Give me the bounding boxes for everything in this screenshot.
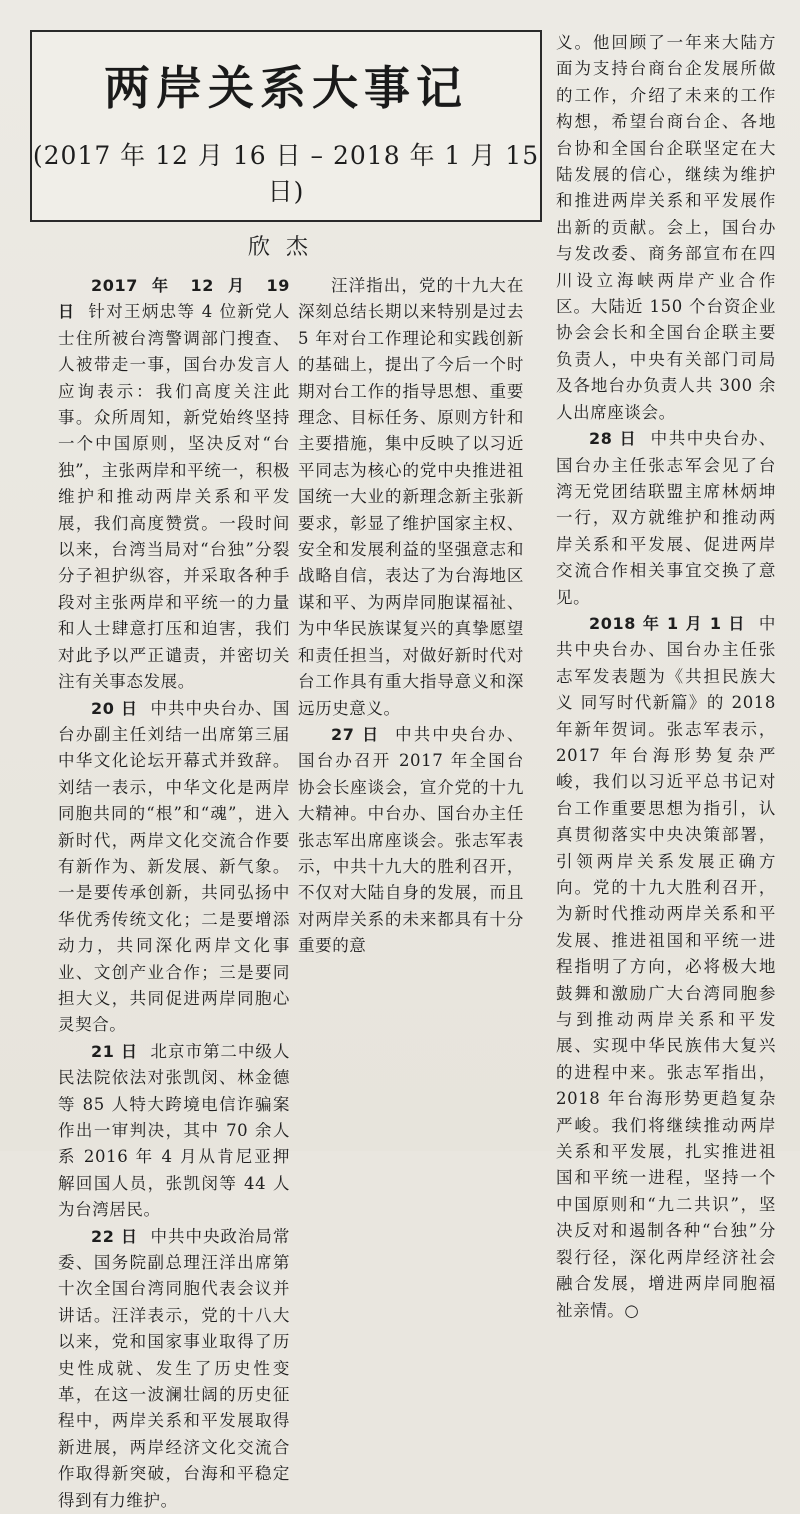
entry-date: 2017 年 12 月 19 日: [58, 276, 290, 322]
entry-text: 中共中央政治局常委、国务院副总理汪洋出席第十次全国台湾同胞代表会议并讲话。汪洋表示，党的十八大以来，党和国家事业取得了历史性成就、发生了历史性变革，在这一波澜壮阔的历史征程中，两岸关系和平发展取得新进展，两岸经济文化交流合作取得新突破，台海和平稳定得到有力维护。: [58, 1226, 290, 1510]
page-title: 两岸关系大事记: [104, 61, 468, 115]
entry-text: 针对王炳忠等 4 位新党人士住所被台湾警调部门搜查、人被带走一事，国台办发言人应询表示：我们高度关注此事。众所周知，新党始终坚持一个中国原则，坚决反对“台独”，主张两岸和平统一，积极维护和推动两岸关系和平发展，我们高度赞赏。一段时间以来，台湾当局对“台独”分裂分子袒护纵容，并采取各种手段对主张两岸和平统一的力量和人士肆意打压和迫害，我们对此予以严正谴责，并密切关注有关事态发展。: [58, 302, 290, 692]
entry-text: 义。他回顾了一年来大陆方面为支持台商台企发展所做的工作，介绍了未来的工作构想，希望台商台企、各地台协和全国台企联坚定在大陆发展的信心，继续为维护和推进两岸关系和平发展作出新的贡献。会上，国台办与发改委、商务部宣布在四川设立海峡两岸产业合作区。大陆近 150 个台资企业协会会长和全国台企联主要负责人，中央有关部门司局及各地台办负责人共 300 余人出席座谈会。: [556, 33, 776, 422]
column-1: [58, 273, 290, 1514]
entry-22-paragraph-2: [298, 273, 524, 722]
column-3: [556, 30, 776, 1324]
entry-2017-12-19: [58, 273, 290, 696]
date-range: (2017 年 12 月 16 日 – 2018 年 1 月 15 日): [32, 141, 540, 206]
entry-text: 中共中央台办、国台办召开 2017 年全国台协会长座谈会，宣介党的十九大精神。中台办、国台办主任张志军出席座谈会。张志军表示，中共十九大的胜利召开，不仅对大陆自身的发展，而且对两岸关系的未来都具有十分重要的意: [298, 724, 524, 956]
entry-21: [58, 1039, 290, 1224]
entry-20: [58, 696, 290, 1039]
author: 欣杰: [247, 235, 324, 260]
entry-date: 21 日: [91, 1041, 139, 1061]
entry-date: 2018 年 1 月 1 日: [589, 613, 746, 633]
entry-27-continued: [556, 30, 776, 426]
entry-text: 汪洋指出，党的十九大在深刻总结长期以来特别是过去 5 年对台工作理论和实践创新的基础上，提出了今后一个时期对台工作的指导思想、重要理念、目标任务、原则方针和主要措施，集中反映了以习近平同志为核心的党中央推进祖国统一大业的新理念新主张新要求，彰显了维护国家主权、安全和发展利益的坚强意志和战略自信，表达了为台海地区谋和平、为两岸同胞谋福祉、为中华民族谋复兴的真挚愿望和责任担当，对做好新时代对台工作具有重大指导意义和深远历史意义。: [298, 276, 524, 718]
entry-text: 北京市第二中级人民法院依法对张凯闵、林金德等 85 人特大跨境电信诈骗案作出一审判决，其中 70 余人系 2016 年 4 月从肯尼亚押解回国人员，张凯闵等 44 人为台湾居民。: [58, 1041, 290, 1220]
title-box: [30, 30, 542, 260]
entry-text: 中共中央台办、国台办主任张志军发表题为《共担民族大义 同写时代新篇》的 2018 年新年贺词。张志军表示，2017 年台海形势复杂严峻，我们以习近平总书记对台工作重要思想为指引，认真贯彻落实中央决策部署，引领两岸关系发展正确方向。党的十九大胜利召开，为新时代推动两岸关系和平发展、推进祖国和平统一进程指明了方向，必将极大地鼓舞和激励广大台湾同胞参与到推动两岸关系和平发展、实现中华民族伟大复兴的进程中来。张志军指出，2018 年台海形势更趋复杂严峻。我们将继续推动两岸关系和平发展，扎实推进祖国和平统一进程，坚持一个中国原则和“九二共识”，坚决反对和遏制各种“台独”分裂行径，深化两岸经济社会融合发展，增进两岸同胞福祉亲情。○: [556, 613, 776, 1320]
entry-text: 中共中央台办、国台办副主任刘结一出席第三届中华文化论坛开幕式并致辞。刘结一表示，中华文化是两岸同胞共同的“根”和“魂”，进入新时代，两岸文化交流合作要有新作为、新发展、新气象。一是要传承创新，共同弘扬中华优秀传统文化；二是要增添动力，共同深化两岸文化事业、文创产业合作；三是要同担大义，共同促进两岸同胞心灵契合。: [58, 698, 290, 1035]
entry-date: 22 日: [91, 1226, 139, 1246]
entry-date: 20 日: [91, 698, 139, 718]
entry-date: 27 日: [331, 724, 381, 744]
entry-date: 28 日: [589, 429, 638, 449]
column-2: [298, 273, 524, 960]
entry-22: [58, 1224, 290, 1514]
entry-2018-01-01: [556, 611, 776, 1324]
entry-28: [556, 426, 776, 611]
entry-text: 中共中央台办、国台办主任张志军会见了台湾无党团结联盟主席林炳坤一行，双方就维护和推动两岸关系和平发展、促进两岸交流合作相关事宜交换了意见。: [556, 429, 776, 607]
entry-27: [298, 722, 524, 960]
